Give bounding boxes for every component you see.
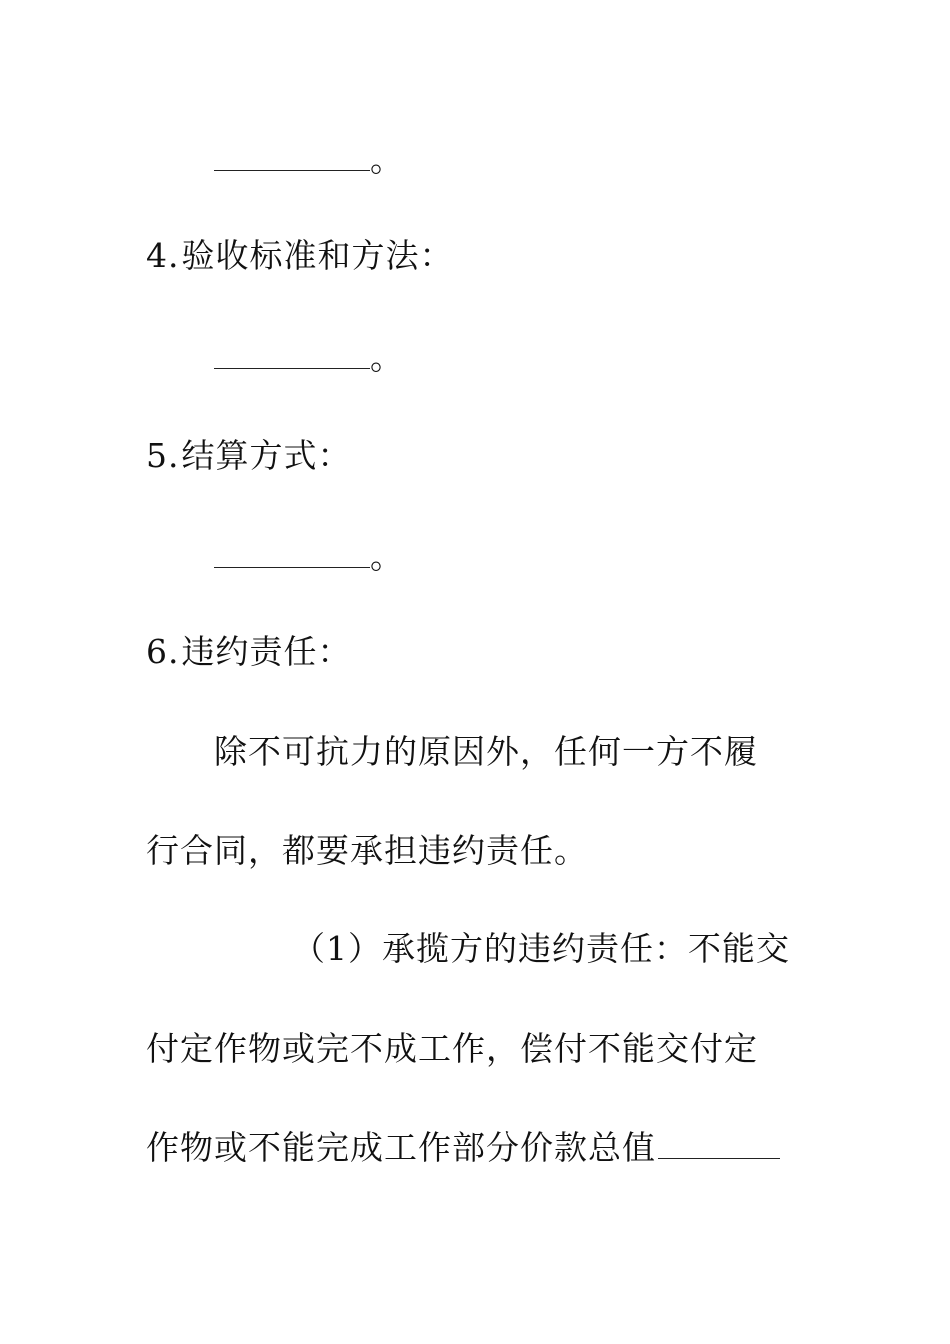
- fill-in-line-2: [214, 338, 404, 378]
- paragraph-1-line-1: 除不可抗力的原因外，任何一方不履: [214, 732, 758, 771]
- item-4-heading: [146, 236, 454, 276]
- paragraph-1-line-2: 行合同，都要承担违约责任。: [146, 831, 588, 870]
- item-5-heading: [146, 436, 352, 476]
- item-number: 5.: [146, 436, 180, 475]
- item-title: 违约责任：: [181, 632, 352, 671]
- fill-line-end-punctuation: 。: [370, 537, 404, 576]
- paragraph-2-line-2: 付定作物或完不成工作，偿付不能交付定: [146, 1029, 758, 1068]
- paragraph-2-line-1: （1）承揽方的违约责任：不能交: [292, 929, 790, 968]
- fill-line-end-punctuation: 。: [370, 338, 404, 377]
- item-6-heading: [146, 632, 352, 672]
- blank-underline: [214, 144, 370, 171]
- item-title: 结算方式：: [181, 436, 352, 475]
- paragraph-2-line-3-text: 作物或不能完成工作部分价款总值: [146, 1128, 656, 1167]
- item-number: 4.: [146, 236, 180, 275]
- fill-in-line-1: [214, 140, 404, 180]
- fill-line-end-punctuation: 。: [370, 140, 404, 179]
- item-number: 6.: [146, 632, 180, 671]
- blank-underline: [658, 1132, 780, 1159]
- blank-underline: [214, 541, 370, 568]
- blank-underline: [214, 342, 370, 369]
- paragraph-2-line-3: [146, 1128, 780, 1168]
- item-title: 验收标准和方法：: [181, 236, 454, 275]
- fill-in-line-3: [214, 537, 404, 577]
